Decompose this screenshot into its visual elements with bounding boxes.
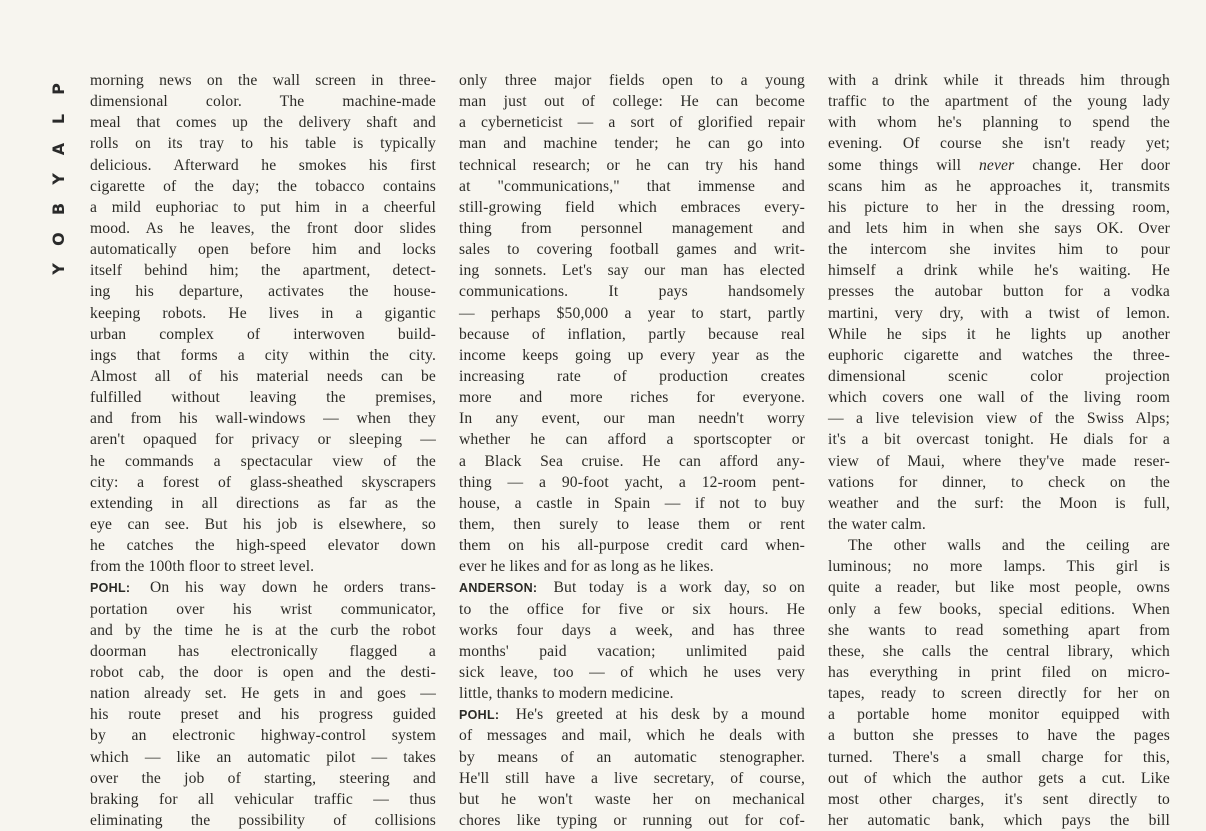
text-line	[90, 577, 436, 598]
line-text: she wants to read something apart from	[828, 621, 1170, 639]
text-line	[459, 112, 805, 133]
line-text: thing — a 90-foot yacht, a 12-room pent-	[459, 473, 805, 491]
text-line	[90, 768, 436, 789]
text-line	[828, 324, 1170, 345]
text-column-2	[459, 70, 805, 831]
line-text: evening. Of course she isn't ready yet;	[828, 135, 1170, 153]
line-text: euphoric cigarette and watches the three-	[828, 346, 1170, 364]
line-text: the water calm.	[828, 515, 926, 533]
line-text: eliminating the possibility of collisions	[90, 811, 436, 829]
sidebar-letter: P	[49, 83, 68, 95]
text-line	[90, 599, 436, 620]
text-line	[459, 218, 805, 239]
text-line	[459, 493, 805, 514]
text-line	[828, 429, 1170, 450]
text-line	[90, 91, 436, 112]
line-text: some things will	[828, 156, 979, 174]
line-text: from the 100th floor to street level.	[90, 558, 315, 576]
text-line	[828, 493, 1170, 514]
line-text: On his way down he orders trans-	[149, 579, 436, 597]
text-line	[828, 239, 1170, 260]
line-text: mood. As he leaves, the front door slides	[90, 219, 436, 237]
text-line	[90, 176, 436, 197]
text-line	[828, 514, 1170, 535]
line-text: chores like typing or running out for cof-	[459, 811, 805, 829]
text-line	[90, 662, 436, 683]
line-text: automatically open before him and locks	[90, 241, 436, 259]
line-text: man just out of college: He can become	[459, 93, 805, 111]
text-line	[459, 514, 805, 535]
text-line	[459, 197, 805, 218]
line-text: by an electronic highway-control system	[90, 727, 436, 745]
line-text: scans him as he approaches it, transmits	[828, 177, 1170, 195]
line-text: only a few books, special editions. When	[828, 600, 1170, 618]
text-line	[90, 133, 436, 154]
line-text: rolls on its tray to his table is typically	[90, 135, 436, 153]
line-text: presses the autobar button for a vodka	[828, 283, 1170, 301]
text-line	[90, 345, 436, 366]
text-line	[828, 747, 1170, 768]
speaker-label: ANDERSON:	[459, 581, 550, 596]
line-text: whether he can afford a sportscopter or	[459, 431, 805, 449]
text-line	[459, 324, 805, 345]
line-text: ever he likes and for as long as he likes.	[459, 558, 714, 576]
line-text: which — like an automatic pilot — takes	[90, 748, 436, 766]
line-text: over the job of starting, steering and	[90, 769, 436, 787]
line-text: luminous; no more lamps. This girl is	[828, 558, 1170, 576]
sidebar-letter: O	[49, 232, 68, 246]
text-line	[90, 620, 436, 641]
text-line	[459, 577, 805, 598]
text-line	[828, 789, 1170, 810]
text-line	[828, 641, 1170, 662]
text-line	[90, 303, 436, 324]
text-line	[90, 789, 436, 810]
text-line	[828, 535, 1170, 556]
line-text: quite a reader, but like most people, owns	[828, 579, 1170, 597]
line-text: technical research; or he can try his hand	[459, 156, 805, 174]
text-line	[90, 112, 436, 133]
text-line	[90, 493, 436, 514]
line-text: aren't opaqued for privacy or sleeping —	[90, 431, 436, 449]
line-text: a mild euphoriac to put him in a cheerful	[90, 198, 436, 216]
line-text: braking for all vehicular traffic — thus	[90, 790, 436, 808]
line-text: He's greeted at his desk by a mound	[515, 706, 805, 724]
text-line	[90, 514, 436, 535]
line-text: turned. There's a small charge for this,	[828, 748, 1170, 766]
line-text: In any event, our man needn't worry	[459, 410, 805, 428]
line-text: his route preset and his progress guided	[90, 706, 436, 724]
text-line	[828, 662, 1170, 683]
text-line	[90, 704, 436, 725]
text-line	[828, 556, 1170, 577]
line-text: — perhaps $50,000 a year to start, partly	[459, 304, 805, 322]
line-text: sales to covering football games and writ-	[459, 241, 805, 259]
line-text: dimensional color. The machine-made	[90, 93, 436, 111]
text-line	[459, 725, 805, 746]
line-text: He'll still have a live secretary, of course,	[459, 769, 805, 787]
text-line	[90, 197, 436, 218]
line-text: works four days a week, and has three	[459, 621, 805, 639]
line-text: communications. It pays handsomely	[459, 283, 805, 301]
text-line	[459, 747, 805, 768]
line-text: dimensional scenic color projection	[828, 367, 1170, 385]
text-line	[90, 747, 436, 768]
text-line	[828, 218, 1170, 239]
line-text: little, thanks to modern medicine.	[459, 685, 674, 703]
text-column-3	[828, 70, 1170, 831]
line-text: which covers one wall of the living room	[828, 389, 1170, 407]
line-text: portation over his wrist communicator,	[90, 600, 436, 618]
text-line	[459, 683, 805, 704]
line-text: meal that comes up the delivery shaft and	[90, 114, 436, 132]
line-text: traffic to the apartment of the young lady	[828, 93, 1170, 111]
line-text: But today is a work day, so on	[553, 579, 805, 597]
text-line	[459, 451, 805, 472]
text-line	[828, 133, 1170, 154]
text-line	[828, 155, 1170, 176]
text-line	[90, 260, 436, 281]
line-text: urban complex of interwoven build-	[90, 325, 436, 343]
text-line	[828, 366, 1170, 387]
line-text: it's a bit overcast tonight. He dials for a	[828, 431, 1170, 449]
text-line	[459, 239, 805, 260]
line-text: extending in all directions as far as the	[90, 494, 436, 512]
line-text: and by the time he is at the curb the robot	[90, 621, 436, 639]
line-text: a cyberneticist — a sort of glorified repair	[459, 114, 805, 132]
text-line	[459, 429, 805, 450]
line-text: out of which the author gets a cut. Like	[828, 769, 1170, 787]
line-text: nation already set. He gets in and goes —	[90, 685, 436, 703]
text-line	[459, 155, 805, 176]
line-text: keeping robots. He lives in a gigantic	[90, 304, 436, 322]
line-text: and lets him in when she says OK. Over	[828, 219, 1170, 237]
text-line	[828, 303, 1170, 324]
line-text: ing sonnets. Let's say our man has elected	[459, 262, 805, 280]
line-text: a button she presses to have the pages	[828, 727, 1170, 745]
line-text: of messages and mail, which he deals with	[459, 727, 805, 745]
sidebar-letter: Y	[49, 263, 68, 275]
line-text: with a drink while it threads him through	[828, 72, 1170, 89]
text-line	[828, 599, 1170, 620]
text-line	[828, 451, 1170, 472]
text-line	[828, 176, 1170, 197]
text-line	[90, 429, 436, 450]
text-line	[90, 472, 436, 493]
line-text: fulfilled without leaving the premises,	[90, 389, 436, 407]
speaker-label: POHL:	[459, 708, 512, 723]
text-line	[90, 725, 436, 746]
line-text: himself a drink while he's waiting. He	[828, 262, 1170, 280]
line-text: months' paid vacation; unlimited paid	[459, 642, 805, 660]
text-line	[828, 281, 1170, 302]
text-line	[90, 155, 436, 176]
line-text: his picture to her in the dressing room,	[828, 198, 1170, 216]
line-text: city: a forest of glass-sheathed skyscrapers	[90, 473, 436, 491]
text-line	[90, 683, 436, 704]
line-text: delicious. Afterward he smokes his first	[90, 156, 436, 174]
text-line	[459, 472, 805, 493]
text-line	[459, 408, 805, 429]
text-line	[90, 218, 436, 239]
text-line	[90, 281, 436, 302]
line-text: these, she calls the central library, which	[828, 642, 1170, 660]
line-text: robot cab, the door is open and the desti-	[90, 663, 436, 681]
line-text: a Black Sea cruise. He can afford any-	[459, 452, 805, 470]
line-text: view of Maui, where they've made reser-	[828, 452, 1170, 470]
text-line	[90, 451, 436, 472]
text-line	[828, 577, 1170, 598]
line-text: tapes, ready to screen directly for her on	[828, 685, 1170, 703]
text-line	[459, 599, 805, 620]
text-column-1	[90, 70, 436, 831]
sidebar-letter: B	[49, 202, 68, 216]
text-line	[459, 662, 805, 683]
line-text: most other charges, it's sent directly to	[828, 790, 1170, 808]
text-line	[459, 535, 805, 556]
line-text: the intercom she invites him to pour	[828, 241, 1170, 259]
line-text: still-growing field which embraces every-	[459, 198, 805, 216]
line-text: itself behind him; the apartment, detect-	[90, 262, 436, 280]
text-line	[459, 556, 805, 577]
text-line	[828, 472, 1170, 493]
magazine-sidebar-label	[49, 74, 74, 284]
text-line	[90, 556, 436, 577]
text-line	[828, 197, 1170, 218]
text-line	[90, 70, 436, 91]
text-line	[828, 408, 1170, 429]
text-line	[90, 239, 436, 260]
line-text: cigarette of the day; the tobacco contains	[90, 177, 436, 195]
line-text: by means of an automatic stenographer.	[459, 748, 805, 766]
text-line	[459, 281, 805, 302]
line-text: eye can see. But his job is elsewhere, so	[90, 515, 436, 533]
text-line	[90, 366, 436, 387]
text-line	[828, 683, 1170, 704]
text-line	[828, 725, 1170, 746]
line-text: house, a castle in Spain — if not to buy	[459, 494, 805, 512]
text-line	[828, 620, 1170, 641]
text-line	[459, 768, 805, 789]
text-line	[459, 704, 805, 725]
line-text: The other walls and the ceiling are	[848, 537, 1170, 555]
text-line	[90, 324, 436, 345]
text-line	[459, 345, 805, 366]
line-text: he commands a spectacular view of the	[90, 452, 436, 470]
line-text: morning news on the wall screen in three-	[90, 72, 436, 89]
line-text: and from his wall-windows — when they	[90, 410, 436, 428]
text-line	[459, 387, 805, 408]
line-text: — a live television view of the Swiss Alps;	[828, 410, 1170, 428]
emphasis-text: never	[978, 156, 1015, 174]
line-text: weather and the surf: the Moon is full,	[828, 494, 1170, 512]
text-line	[828, 768, 1170, 789]
line-text: with whom he's planning to spend the	[828, 114, 1170, 132]
line-text: a portable home monitor equipped with	[828, 706, 1170, 724]
line-text: but he won't waste her on mechanical	[459, 790, 805, 808]
text-line	[459, 260, 805, 281]
line-text: them, then surely to lease them or rent	[459, 515, 805, 533]
text-line	[828, 704, 1170, 725]
text-line	[459, 303, 805, 324]
line-text: because of inflation, partly because real	[459, 325, 805, 343]
text-line	[90, 641, 436, 662]
line-text: ing his departure, activates the house-	[90, 283, 436, 301]
text-line	[459, 91, 805, 112]
text-line	[828, 387, 1170, 408]
text-line	[90, 408, 436, 429]
line-text: Almost all of his material needs can be	[90, 367, 436, 385]
text-line	[828, 112, 1170, 133]
text-line	[459, 70, 805, 91]
line-text: income keeps going up every year as the	[459, 346, 805, 364]
text-line	[828, 345, 1170, 366]
text-line	[90, 535, 436, 556]
sidebar-letter: L	[49, 113, 68, 125]
line-text: While he sips it he lights up another	[828, 325, 1170, 343]
sidebar-letter: Y	[49, 173, 68, 185]
line-text: change. Her door	[1014, 156, 1170, 174]
line-text: has everything in print filed on micro-	[828, 663, 1170, 681]
line-text: her automatic bank, which pays the bill	[828, 811, 1170, 829]
line-text: martini, very dry, with a twist of lemon.	[828, 304, 1170, 322]
line-text: he catches the high-speed elevator down	[90, 537, 436, 555]
text-line	[828, 260, 1170, 281]
line-text: thing from personnel management and	[459, 219, 805, 237]
text-line	[459, 789, 805, 810]
text-line	[459, 366, 805, 387]
line-text: only three major fields open to a young	[459, 72, 805, 89]
line-text: at "communications," that immense and	[459, 177, 805, 195]
text-line	[459, 620, 805, 641]
line-text: increasing rate of production creates	[459, 367, 805, 385]
text-line	[459, 133, 805, 154]
line-text: them on his all-purpose credit card when-	[459, 537, 805, 555]
text-line	[828, 70, 1170, 91]
speaker-label: POHL:	[90, 581, 146, 596]
sidebar-letter: A	[49, 142, 68, 156]
line-text: sick leave, too — of which he uses very	[459, 663, 805, 681]
line-text: more and more riches for everyone.	[459, 389, 805, 407]
line-text: vations for dinner, to check on the	[828, 473, 1170, 491]
text-line	[459, 176, 805, 197]
line-text: doorman has electronically flagged a	[90, 642, 436, 660]
text-line	[90, 387, 436, 408]
text-line	[459, 641, 805, 662]
text-line	[828, 91, 1170, 112]
line-text: man and machine tender; he can go into	[459, 135, 805, 153]
line-text: to the office for five or six hours. He	[459, 600, 805, 618]
line-text: ings that forms a city within the city.	[90, 346, 436, 364]
